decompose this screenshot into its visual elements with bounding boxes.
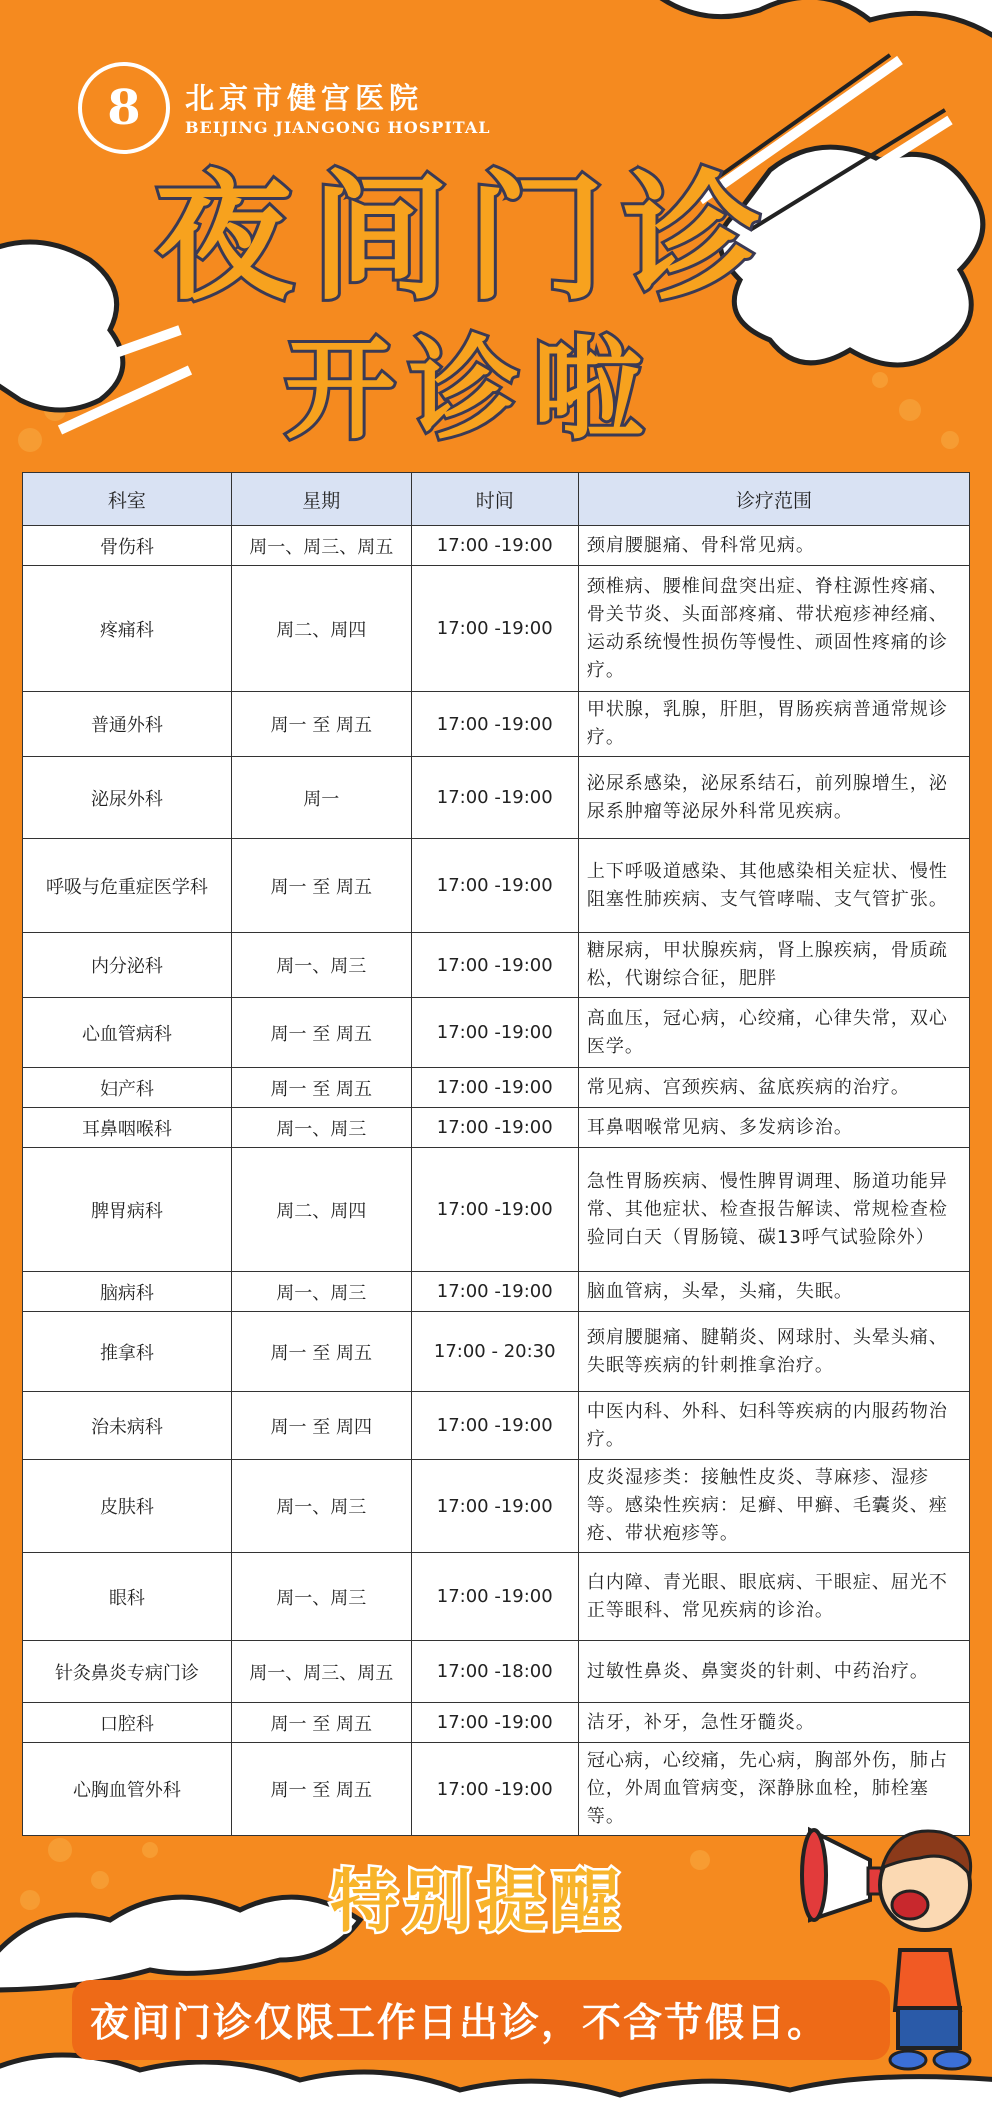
notice-banner bbox=[72, 1980, 890, 2060]
table-row bbox=[23, 1641, 970, 1703]
cell-days: 周一 至 周五 bbox=[231, 1068, 411, 1108]
cell-days: 周一、周三 bbox=[231, 1553, 411, 1641]
cell-days: 周二、周四 bbox=[231, 1148, 411, 1272]
cell-days: 周一 至 周五 bbox=[231, 692, 411, 757]
header-days: 星期 bbox=[231, 473, 411, 526]
cell-time: 17:00 -19:00 bbox=[411, 1068, 578, 1108]
cell-scope: 冠心病，心绞痛，先心病，胸部外伤，肺占位，外周血管病变，深静脉血栓，肺栓塞等。 bbox=[578, 1743, 969, 1836]
table-row bbox=[23, 1703, 970, 1743]
cell-days: 周一、周三、周五 bbox=[231, 1641, 411, 1703]
hospital-logo: 8 bbox=[78, 62, 170, 154]
cell-time: 17:00 -19:00 bbox=[411, 1460, 578, 1553]
cell-dept: 泌尿外科 bbox=[23, 757, 232, 839]
table-row bbox=[23, 1553, 970, 1641]
table-row bbox=[23, 998, 970, 1068]
cell-days: 周一 至 周四 bbox=[231, 1392, 411, 1460]
cell-scope: 常见病、宫颈疾病、盆底疾病的治疗。 bbox=[578, 1068, 969, 1108]
title-line-1: 夜间门诊 bbox=[155, 158, 780, 319]
table-row bbox=[23, 839, 970, 933]
cell-days: 周一、周三 bbox=[231, 1272, 411, 1312]
table-row bbox=[23, 1460, 970, 1553]
cell-days: 周一、周三 bbox=[231, 1460, 411, 1553]
cell-dept: 呼吸与危重症医学科 bbox=[23, 839, 232, 933]
table-row bbox=[23, 1312, 970, 1392]
cell-days: 周一 bbox=[231, 757, 411, 839]
table-header-row bbox=[23, 473, 970, 526]
header-time: 时间 bbox=[411, 473, 578, 526]
cell-dept: 脑病科 bbox=[23, 1272, 232, 1312]
cell-time: 17:00 -19:00 bbox=[411, 1272, 578, 1312]
table-row bbox=[23, 526, 970, 566]
table-row bbox=[23, 757, 970, 839]
megaphone-icon bbox=[802, 1830, 888, 1920]
cell-dept: 骨伤科 bbox=[23, 526, 232, 566]
cell-time: 17:00 -19:00 bbox=[411, 839, 578, 933]
cell-days: 周一 至 周五 bbox=[231, 1312, 411, 1392]
cell-days: 周一、周三 bbox=[231, 1108, 411, 1148]
cell-dept: 普通外科 bbox=[23, 692, 232, 757]
cell-scope: 脑血管病，头晕，头痛，失眠。 bbox=[578, 1272, 969, 1312]
table-row bbox=[23, 692, 970, 757]
cell-days: 周二、周四 bbox=[231, 566, 411, 692]
cell-days: 周一、周三 bbox=[231, 933, 411, 998]
notice-text: 夜间门诊仅限工作日出诊，不含节假日。 bbox=[90, 2001, 829, 2046]
cell-scope: 过敏性鼻炎、鼻窦炎的针刺、中药治疗。 bbox=[578, 1641, 969, 1703]
cell-dept: 皮肤科 bbox=[23, 1460, 232, 1553]
cell-dept: 口腔科 bbox=[23, 1703, 232, 1743]
hospital-name-cn: 北京市健宫医院 bbox=[185, 81, 424, 115]
cell-dept: 针灸鼻炎专病门诊 bbox=[23, 1641, 232, 1703]
header-scope: 诊疗范围 bbox=[578, 473, 969, 526]
hospital-name-en: BEIJING JIANGONG HOSPITAL bbox=[185, 118, 491, 137]
cell-days: 周一 至 周五 bbox=[231, 839, 411, 933]
cell-time: 17:00 -19:00 bbox=[411, 1553, 578, 1641]
table-row bbox=[23, 1148, 970, 1272]
title-line-2: 开诊啦 bbox=[285, 326, 657, 454]
cell-time: 17:00 -19:00 bbox=[411, 526, 578, 566]
cell-scope: 颈肩腰腿痛、骨科常见病。 bbox=[578, 526, 969, 566]
cell-days: 周一 至 周五 bbox=[231, 998, 411, 1068]
cell-time: 17:00 -19:00 bbox=[411, 566, 578, 692]
cell-scope: 急性胃肠疾病、慢性脾胃调理、肠道功能异常、其他症状、检查报告解读、常规检查检验同白天（胃肠镜、碳13呼气试验除外） bbox=[578, 1148, 969, 1272]
cell-time: 17:00 -19:00 bbox=[411, 1148, 578, 1272]
table-row bbox=[23, 1392, 970, 1460]
cell-scope: 洁牙，补牙，急性牙髓炎。 bbox=[578, 1703, 969, 1743]
cell-dept: 推拿科 bbox=[23, 1312, 232, 1392]
cell-scope: 中医内科、外科、妇科等疾病的内服药物治疗。 bbox=[578, 1392, 969, 1460]
cell-scope: 颈肩腰腿痛、腱鞘炎、网球肘、头晕头痛、失眠等疾病的针刺推拿治疗。 bbox=[578, 1312, 969, 1392]
cell-dept: 脾胃病科 bbox=[23, 1148, 232, 1272]
cell-scope: 颈椎病、腰椎间盘突出症、脊柱源性疼痛、骨关节炎、头面部疼痛、带状疱疹神经痛、运动系统慢性损伤等慢性、顽固性疼痛的诊疗。 bbox=[578, 566, 969, 692]
table-row bbox=[23, 566, 970, 692]
cell-time: 17:00 -19:00 bbox=[411, 1703, 578, 1743]
cell-time: 17:00 -18:00 bbox=[411, 1641, 578, 1703]
cell-scope: 泌尿系感染，泌尿系结石，前列腺增生，泌尿系肿瘤等泌尿外科常见疾病。 bbox=[578, 757, 969, 839]
table-row bbox=[23, 1068, 970, 1108]
header-dept: 科室 bbox=[23, 473, 232, 526]
cell-scope: 糖尿病，甲状腺疾病，肾上腺疾病，骨质疏松，代谢综合征，肥胖 bbox=[578, 933, 969, 998]
cell-scope: 甲状腺，乳腺，肝胆，胃肠疾病普通常规诊疗。 bbox=[578, 692, 969, 757]
cell-days: 周一、周三、周五 bbox=[231, 526, 411, 566]
cell-time: 17:00 - 20:30 bbox=[411, 1312, 578, 1392]
cell-dept: 眼科 bbox=[23, 1553, 232, 1641]
cell-days: 周一 至 周五 bbox=[231, 1743, 411, 1836]
table-row bbox=[23, 1272, 970, 1312]
schedule-table bbox=[22, 472, 970, 1836]
cell-dept: 妇产科 bbox=[23, 1068, 232, 1108]
cell-dept: 疼痛科 bbox=[23, 566, 232, 692]
cell-time: 17:00 -19:00 bbox=[411, 998, 578, 1068]
cell-dept: 内分泌科 bbox=[23, 933, 232, 998]
table-row bbox=[23, 933, 970, 998]
cell-time: 17:00 -19:00 bbox=[411, 692, 578, 757]
cell-dept: 心胸血管外科 bbox=[23, 1743, 232, 1836]
cell-time: 17:00 -19:00 bbox=[411, 1743, 578, 1836]
cell-time: 17:00 -19:00 bbox=[411, 933, 578, 998]
cell-days: 周一 至 周五 bbox=[231, 1703, 411, 1743]
cell-dept: 治未病科 bbox=[23, 1392, 232, 1460]
cell-scope: 皮炎湿疹类：接触性皮炎、荨麻疹、湿疹等。感染性疾病：足癣、甲癣、毛囊炎、痤疮、带状疱疹等。 bbox=[578, 1460, 969, 1553]
table-row bbox=[23, 1108, 970, 1148]
cell-dept: 耳鼻咽喉科 bbox=[23, 1108, 232, 1148]
special-reminder-title: 特别提醒 bbox=[330, 1862, 627, 1942]
cell-scope: 白内障、青光眼、眼底病、干眼症、屈光不正等眼科、常见疾病的诊治。 bbox=[578, 1553, 969, 1641]
cell-time: 17:00 -19:00 bbox=[411, 1108, 578, 1148]
cell-dept: 心血管病科 bbox=[23, 998, 232, 1068]
cell-time: 17:00 -19:00 bbox=[411, 757, 578, 839]
cell-scope: 耳鼻咽喉常见病、多发病诊治。 bbox=[578, 1108, 969, 1148]
cell-scope: 高血压，冠心病，心绞痛，心律失常，双心医学。 bbox=[578, 998, 969, 1068]
cell-time: 17:00 -19:00 bbox=[411, 1392, 578, 1460]
cell-scope: 上下呼吸道感染、其他感染相关症状、慢性阻塞性肺疾病、支气管哮喘、支气管扩张。 bbox=[578, 839, 969, 933]
